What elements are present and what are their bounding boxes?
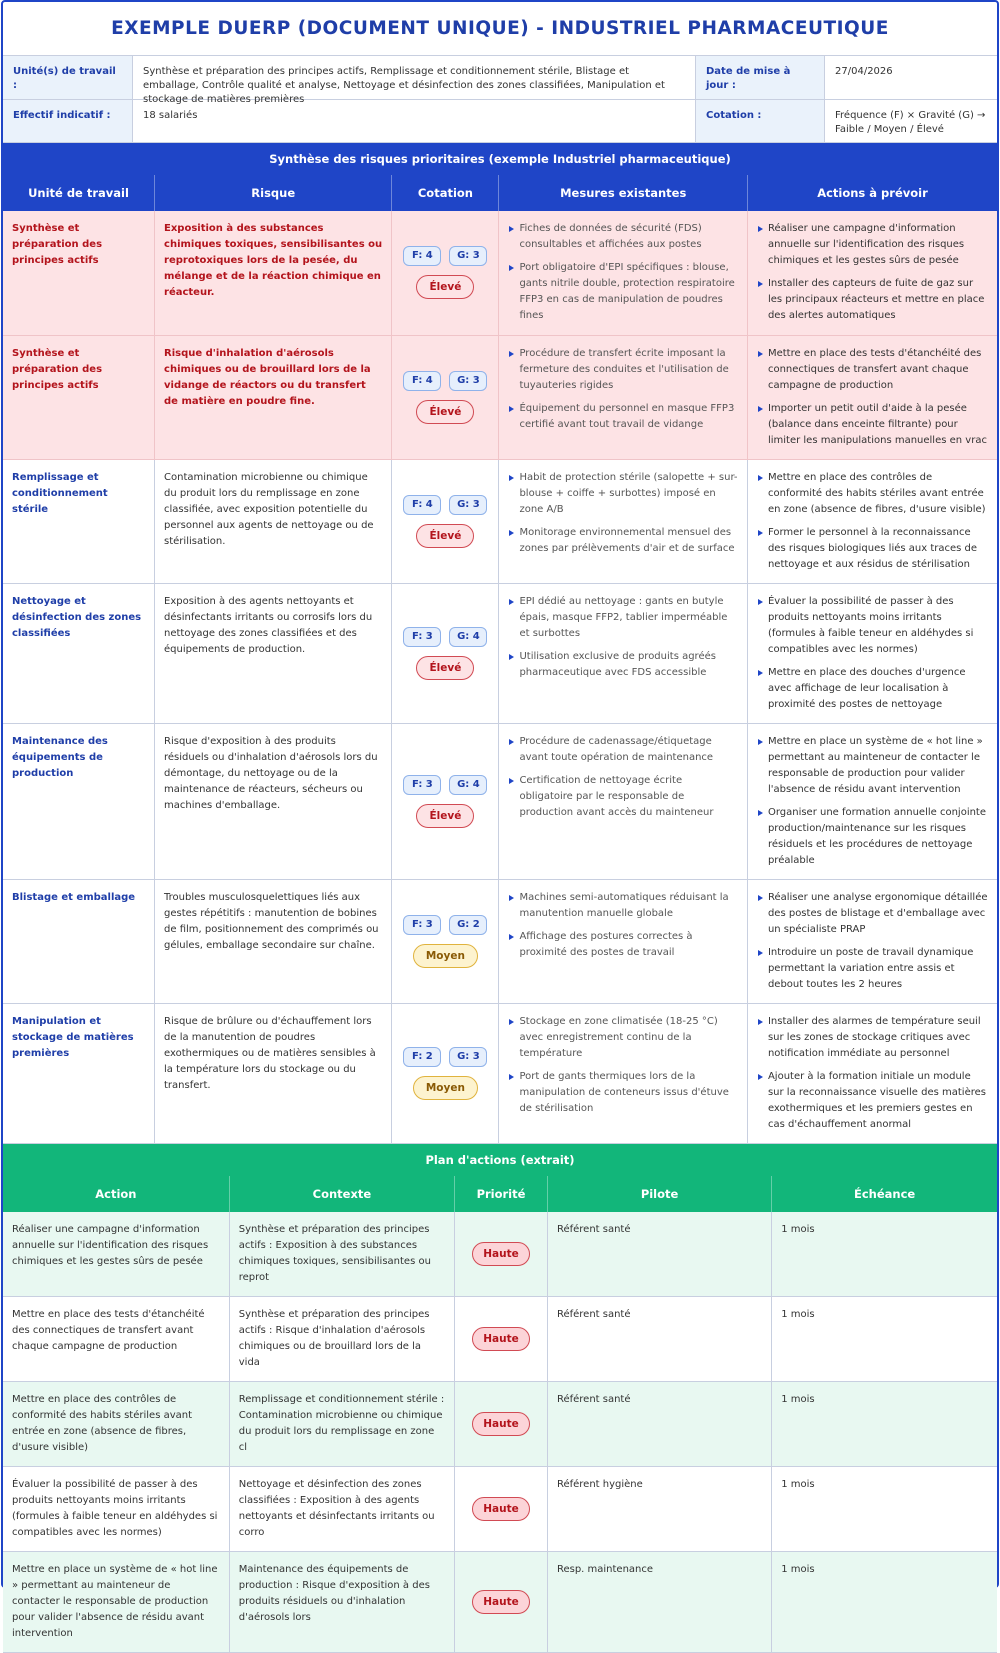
measure-item: Utilisation exclusive de produits agréés pharmaceutique avec FDS accessible [508, 649, 738, 681]
plan-pilot: Référent santé [547, 1212, 771, 1297]
measure-item: EPI dédié au nettoyage : gants en butyle épais, masque FFP2, tablier imperméable et surbottes [508, 594, 738, 642]
priority-badge: Haute [472, 1327, 530, 1351]
plan-priority [455, 1551, 548, 1652]
frequency-pill: F: 2 [403, 1047, 441, 1067]
measure-item: Monitorage environnemental mensuel des zones par prélèvements d'air et de surface [508, 525, 738, 557]
staff-value: 18 salariés [133, 100, 696, 143]
severity-pill: G: 3 [449, 495, 487, 515]
plan-pilot: Référent santé [547, 1381, 771, 1466]
existing-measures [499, 335, 748, 459]
existing-measures [499, 1003, 748, 1143]
severity-pill: G: 3 [449, 371, 487, 391]
page-title: EXEMPLE DUERP (DOCUMENT UNIQUE) - INDUSTRIEL PHARMACEUTIQUE [111, 18, 889, 39]
risk-description: Exposition à des agents nettoyants et désinfectants irritants ou corrosifs lors du nettoyage des zones classifiées et des équipements de production. [155, 583, 392, 723]
rating-badge: Élevé [416, 804, 474, 828]
risk-row [3, 211, 997, 335]
plan-action: Mettre en place des contrôles de conformité des habits stériles avant entrée en zone (absence de fibres, d'usure visible) [3, 1381, 229, 1466]
planned-actions [747, 335, 997, 459]
risk-table-header [3, 175, 997, 211]
risk-description: Troubles musculosquelettiques liés aux gestes répétitifs : manutention de bobines de film, positionnement des comprimés ou gélules, emballage secondaire sur chaîne. [155, 879, 392, 1003]
risk-rating [392, 1003, 499, 1143]
header-context: Contexte [229, 1176, 454, 1212]
risk-row [3, 583, 997, 723]
frequency-pill: F: 4 [403, 495, 441, 515]
rating-badge: Élevé [416, 524, 474, 548]
risk-rating [392, 335, 499, 459]
risk-rating [392, 879, 499, 1003]
action-item: Introduire un poste de travail dynamique permettant la variation entre assis et debout toutes les 2 heures [757, 945, 988, 993]
measure-item: Port de gants thermiques lors de la manipulation de conteneurs issus d'étuve de stérilisation [508, 1069, 738, 1117]
risk-row [3, 879, 997, 1003]
plan-context: Synthèse et préparation des principes actifs : Exposition à des substances chimiques toxiques, sensibilisantes ou reprot [229, 1212, 454, 1297]
plan-priority [455, 1212, 548, 1297]
risk-rating [392, 459, 499, 583]
existing-measures [499, 583, 748, 723]
plan-table [3, 1176, 997, 1653]
action-item: Réaliser une campagne d'information annuelle sur l'identification des risques chimiques et les gestes sûrs de pesée [757, 221, 988, 269]
header-actions: Actions à prévoir [747, 175, 997, 211]
action-item: Réaliser une analyse ergonomique détaillée des postes de blistage et d'emballage avec un spécialiste PRAP [757, 890, 988, 938]
risk-unit: Nettoyage et désinfection des zones classifiées [3, 583, 155, 723]
severity-pill: G: 4 [449, 627, 487, 647]
frequency-pill: F: 4 [403, 371, 441, 391]
plan-pilot: Resp. maintenance [547, 1551, 771, 1652]
duerp-document [1, 0, 999, 1639]
plan-context: Maintenance des équipements de production : Risque d'exposition à des produits résiduels ou d'inhalation d'aérosols lors [229, 1551, 454, 1652]
rating-label: Cotation : [696, 100, 825, 143]
measure-item: Port obligatoire d'EPI spécifiques : blouse, gants nitrile double, protection respiratoire FFP3 en cas de manipulation de poudres fines [508, 260, 738, 324]
action-item: Mettre en place des tests d'étanchéité des connectiques de transfert avant chaque campagne de production [757, 346, 988, 394]
risk-unit: Remplissage et conditionnement stérile [3, 459, 155, 583]
plan-context: Remplissage et conditionnement stérile : Contamination microbienne ou chimique du produit lors du remplissage en zone cl [229, 1381, 454, 1466]
frequency-pill: F: 3 [403, 915, 441, 935]
planned-actions [747, 459, 997, 583]
priority-badge: Haute [472, 1242, 530, 1266]
existing-measures [499, 211, 748, 335]
risk-description: Exposition à des substances chimiques toxiques, sensibilisantes ou reprotoxiques lors de la pesée, du mélange et de la réaction chimique en réacteur. [155, 211, 392, 335]
risk-row [3, 1003, 997, 1143]
plan-deadline: 1 mois [772, 1551, 997, 1652]
risk-rating [392, 723, 499, 879]
measure-item: Fiches de données de sécurité (FDS) consultables et affichées aux postes [508, 221, 738, 253]
plan-row [3, 1212, 997, 1297]
header-priority: Priorité [455, 1176, 548, 1212]
plan-row [3, 1551, 997, 1652]
plan-action: Évaluer la possibilité de passer à des produits nettoyants moins irritants (formules à faible teneur en aldéhydes si compatibles avec les normes) [3, 1466, 229, 1551]
action-item: Importer un petit outil d'aide à la pesée (balance dans enceinte filtrante) pour limiter les manipulations manuelles en vrac [757, 401, 988, 449]
measure-item: Procédure de transfert écrite imposant la fermeture des conduites et l'utilisation de tuyauteries rigides [508, 346, 738, 394]
risk-unit: Synthèse et préparation des principes actifs [3, 335, 155, 459]
severity-pill: G: 2 [449, 915, 487, 935]
risk-description: Risque d'exposition à des produits résiduels ou d'inhalation d'aérosols lors du démontage, du nettoyage ou de la maintenance de réacteurs, sécheurs ou machines d'emballage. [155, 723, 392, 879]
header-pilot: Pilote [547, 1176, 771, 1212]
date-label: Date de mise à jour : [696, 56, 825, 100]
severity-pill: G: 4 [449, 775, 487, 795]
plan-action: Réaliser une campagne d'information annuelle sur l'identification des risques chimiques et les gestes sûrs de pesée [3, 1212, 229, 1297]
date-value: 27/04/2026 [825, 56, 997, 100]
action-item: Évaluer la possibilité de passer à des produits nettoyants moins irritants (formules à faible teneur en aldéhydes si compatibles avec les normes) [757, 594, 988, 658]
risk-row [3, 459, 997, 583]
action-item: Mettre en place des contrôles de conformité des habits stériles avant entrée en zone (absence de fibres, d'usure visible) [757, 470, 988, 518]
measure-item: Stockage en zone climatisée (18-25 °C) avec enregistrement continu de la température [508, 1014, 738, 1062]
plan-priority [455, 1381, 548, 1466]
risk-unit: Manipulation et stockage de matières premières [3, 1003, 155, 1143]
priority-badge: Haute [472, 1497, 530, 1521]
plan-deadline: 1 mois [772, 1296, 997, 1381]
frequency-pill: F: 3 [403, 775, 441, 795]
plan-deadline: 1 mois [772, 1212, 997, 1297]
risk-unit: Synthèse et préparation des principes actifs [3, 211, 155, 335]
risk-description: Contamination microbienne ou chimique du produit lors du remplissage en zone classifiée, avec exposition potentielle du personnel aux agents de nettoyage ou de stérilisation. [155, 459, 392, 583]
header-rating: Cotation [392, 175, 499, 211]
action-item: Installer des capteurs de fuite de gaz sur les principaux réacteurs et mettre en place des alertes automatiques [757, 276, 988, 324]
rating-badge: Élevé [416, 656, 474, 680]
plan-pilot: Référent hygiène [547, 1466, 771, 1551]
measure-item: Certification de nettoyage écrite obligatoire par le responsable de production avant accès du mainteneur [508, 773, 738, 821]
rating-badge: Élevé [416, 400, 474, 424]
plan-action: Mettre en place des tests d'étanchéité des connectiques de transfert avant chaque campagne de production [3, 1296, 229, 1381]
measure-item: Habit de protection stérile (salopette + sur-blouse + coiffe + surbottes) imposé en zone A/B [508, 470, 738, 518]
risk-unit: Blistage et emballage [3, 879, 155, 1003]
units-label: Unité(s) de travail : [3, 56, 133, 100]
severity-pill: G: 3 [449, 1047, 487, 1067]
plan-deadline: 1 mois [772, 1381, 997, 1466]
severity-pill: G: 3 [449, 246, 487, 266]
measure-item: Équipement du personnel en masque FFP3 certifié avant tout travail de vidange [508, 401, 738, 433]
planned-actions [747, 723, 997, 879]
plan-pilot: Référent santé [547, 1296, 771, 1381]
risk-description: Risque d'inhalation d'aérosols chimiques ou de brouillard lors de la vidange de réactors ou du transfert de matière en poudre fine. [155, 335, 392, 459]
risk-section-title: Synthèse des risques prioritaires (exemple Industriel pharmaceutique) [3, 143, 997, 175]
action-item: Former le personnel à la reconnaissance des risques biologiques liés aux traces de nettoyage et aux résidus de stérilisation [757, 525, 988, 573]
priority-badge: Haute [472, 1412, 530, 1436]
staff-label: Effectif indicatif : [3, 100, 133, 143]
header-action: Action [3, 1176, 229, 1212]
measure-item: Procédure de cadenassage/étiquetage avant toute opération de maintenance [508, 734, 738, 766]
risk-description: Risque de brûlure ou d'échauffement lors de la manutention de poudres exothermiques ou de matières sensibles à la température lors du stockage ou du transfert. [155, 1003, 392, 1143]
action-item: Organiser une formation annuelle conjointe production/maintenance sur les risques résiduels et les procédures de nettoyage préalable [757, 805, 988, 869]
risk-table [3, 175, 997, 1144]
risk-rating [392, 211, 499, 335]
existing-measures [499, 879, 748, 1003]
planned-actions [747, 1003, 997, 1143]
action-item: Ajouter à la formation initiale un module sur la reconnaissance visuelle des matières exothermiques et les premiers gestes en cas d'échauffement anormal [757, 1069, 988, 1133]
plan-section-title: Plan d'actions (extrait) [3, 1144, 997, 1176]
info-grid [3, 56, 997, 143]
units-value: Synthèse et préparation des principes actifs, Remplissage et conditionnement stérile, Blistage et emballage, Contrôle qualité et analyse, Nettoyage et désinfection des zones classifiées, Manipulation et stockage de matières premières [133, 56, 696, 100]
plan-action: Mettre en place un système de « hot line » permettant au mainteneur de contacter le responsable de production pour valider l'absence de résidu avant intervention [3, 1551, 229, 1652]
existing-measures [499, 459, 748, 583]
rating-badge: Moyen [413, 944, 478, 968]
action-item: Installer des alarmes de température seuil sur les zones de stockage critiques avec notification immédiate au personnel [757, 1014, 988, 1062]
plan-row [3, 1466, 997, 1551]
plan-row [3, 1381, 997, 1466]
existing-measures [499, 723, 748, 879]
measure-item: Machines semi-automatiques réduisant la manutention manuelle globale [508, 890, 738, 922]
planned-actions [747, 583, 997, 723]
plan-priority [455, 1296, 548, 1381]
risk-row [3, 723, 997, 879]
header-deadline: Échéance [772, 1176, 997, 1212]
rating-badge: Moyen [413, 1076, 478, 1100]
risk-rating [392, 583, 499, 723]
risk-row [3, 335, 997, 459]
header-measures: Mesures existantes [499, 175, 748, 211]
priority-badge: Haute [472, 1590, 530, 1614]
plan-context: Synthèse et préparation des principes actifs : Risque d'inhalation d'aérosols chimiques ou de brouillard lors de la vida [229, 1296, 454, 1381]
planned-actions [747, 211, 997, 335]
plan-row [3, 1296, 997, 1381]
plan-context: Nettoyage et désinfection des zones classifiées : Exposition à des agents nettoyants et désinfectants irritants ou corro [229, 1466, 454, 1551]
rating-badge: Élevé [416, 275, 474, 299]
title-bar [3, 2, 997, 56]
frequency-pill: F: 3 [403, 627, 441, 647]
header-unit: Unité de travail [3, 175, 155, 211]
header-risk: Risque [155, 175, 392, 211]
rating-value: Fréquence (F) × Gravité (G) → Faible / Moyen / Élevé [825, 100, 997, 143]
plan-priority [455, 1466, 548, 1551]
action-item: Mettre en place des douches d'urgence avec affichage de leur localisation à proximité des postes de nettoyage [757, 665, 988, 713]
action-item: Mettre en place un système de « hot line » permettant au mainteneur de contacter le responsable de production pour valider l'absence de résidu avant intervention [757, 734, 988, 798]
plan-table-header [3, 1176, 997, 1212]
measure-item: Affichage des postures correctes à proximité des postes de travail [508, 929, 738, 961]
planned-actions [747, 879, 997, 1003]
frequency-pill: F: 4 [403, 246, 441, 266]
plan-deadline: 1 mois [772, 1466, 997, 1551]
risk-unit: Maintenance des équipements de production [3, 723, 155, 879]
